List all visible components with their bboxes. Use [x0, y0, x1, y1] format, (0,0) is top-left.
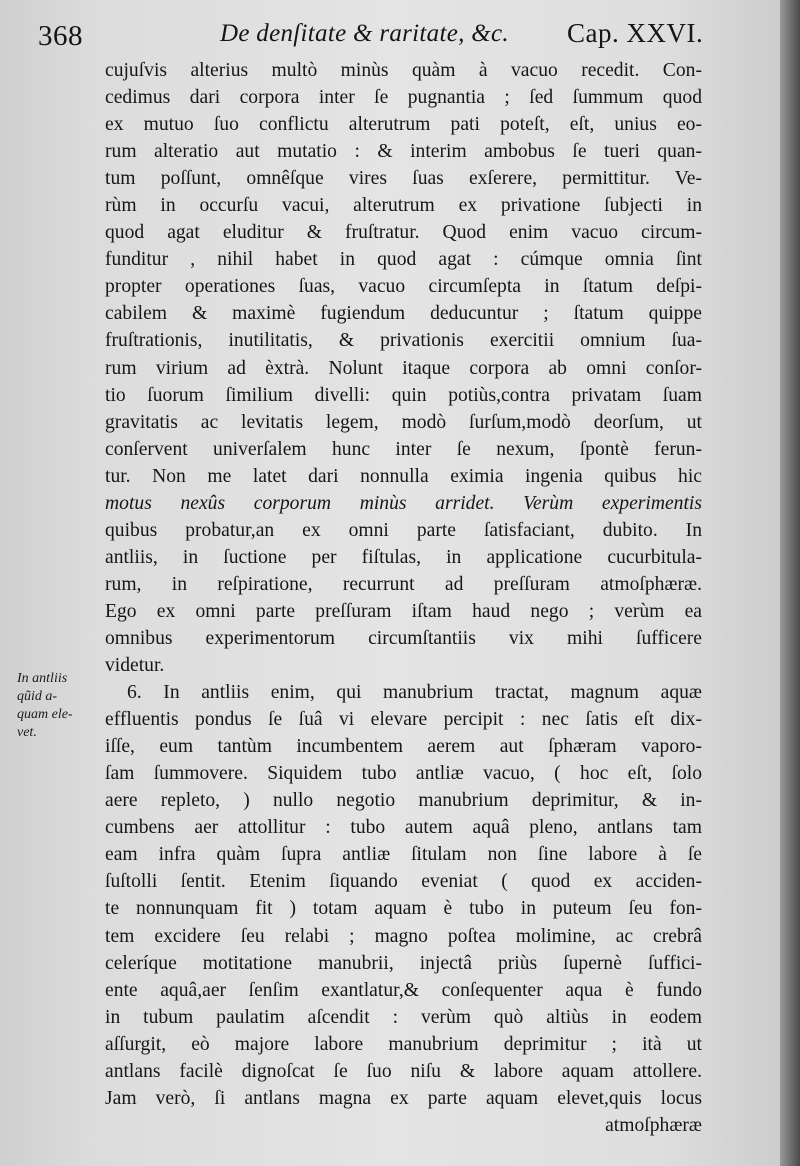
text-line: tum poſſunt, omnêſque vires ſuas exſerere, permittitur. Ve- [105, 168, 702, 190]
text-line: quibus probatur,an ex omni parte ſatisfaciant, dubito. In [105, 519, 702, 541]
text-line: ſam ſummovere. Siquidem tubo antliæ vacuo, ( hoc eſt, ſolo [105, 763, 702, 785]
text-line: iſſe, eum tantùm incumbentem aerem aut ſphæram vaporo- [105, 736, 702, 758]
running-title: De denſitate & raritate, &c. [220, 20, 509, 47]
text-line: fruſtrationis, inutilitatis, & privationis exercitii omnium ſua- [105, 330, 702, 352]
body-text [105, 57, 702, 1139]
paragraph-start-line: 6. In antliis enim, qui manubrium tractat, magnum aquæ [127, 682, 702, 704]
text-line: rum alteratio aut mutatio : & interim ambobus ſe tueri quan- [105, 141, 702, 163]
page-edge-shadow [780, 0, 800, 1166]
text-line: ex mutuo ſuo conflictu alterutrum pati poteſt, eſt, unius eo- [105, 114, 702, 136]
text-line: te nonnunquam fit ) totam aquam è tubo in puteum ſeu fon- [105, 898, 702, 920]
text-line: rum virium ad èxtrà. Nolunt itaque corpora ab omni conſor- [105, 357, 702, 379]
text-line: rum, in reſpiratione, recurrunt ad preſſuram atmoſphæræ. [105, 573, 702, 595]
text-line: aſſurgit, eò majore labore manubrium deprimitur ; ità ut [105, 1033, 702, 1055]
text-line: ſuſtolli ſentit. Etenim ſiquando eveniat ( quod ex acciden- [105, 871, 702, 893]
text-line: cumbens aer attollitur : tubo autem aquâ pleno, antlans tam [105, 817, 702, 839]
text-line: effluentis pondus ſe ſuâ vi elevare percipit : nec ſatis eſt dix- [105, 709, 702, 731]
text-line: celeríque motitatione manubrii, injectâ priùs ſupernè ſuffici- [105, 952, 702, 974]
text-line: cedimus dari corpora inter ſe pugnantia ; ſed ſummum quod [105, 87, 702, 109]
text-line: funditur , nihil habet in quod agat : cúmque omnia ſint [105, 249, 702, 271]
marginal-note-line: qũid a- [17, 689, 58, 704]
text-line: Ego ex omni parte preſſuram iſtam haud nego ; verùm ea [105, 600, 702, 622]
text-line: tem excidere ſeu relabi ; magno poſtea molimine, ac crebrâ [105, 925, 702, 947]
text-line: cujuſvis alterius multò minùs quàm à vacuo recedit. Con- [105, 60, 702, 81]
chapter-heading: Cap. XXVI. [567, 18, 704, 48]
marginal-note-line: vet. [17, 725, 37, 740]
text-line: tio ſuorum ſimilium divelli: quin potiùs,contra privatam ſuam [105, 384, 702, 406]
text-line: aere repleto, ) nullo negotio manubrium deprimitur, & in- [105, 790, 702, 812]
text-line: videtur. [105, 655, 165, 677]
text-line: antlans facilè dignoſcat ſe ſuo niſu & labore aquam attollere. [105, 1060, 702, 1082]
text-line: Jam verò, ſi antlans magna ex parte aquam elevet,quis locus [105, 1087, 702, 1109]
text-line: eam infra quàm ſupra antliæ ſitulam non ſine labore à ſe [105, 844, 702, 866]
text-line: omnibus experimentorum circumſtantiis vix mihi ſufficere [105, 627, 702, 649]
page-number: 368 [38, 20, 83, 52]
text-line: conſervent univerſalem hunc inter ſe nexum, ſpontè ferun- [105, 438, 702, 460]
text-line: rùm in occurſu vacui, alterutrum ex privatione ſubjecti in [105, 195, 702, 217]
text-line: in tubum paulatim aſcendit : verùm quò altiùs in eodem [105, 1006, 702, 1028]
text-line: cabilem & maximè fugiendum deducuntur ; ſtatum quippe [105, 303, 702, 325]
text-line: tur. Non me latet dari nonnulla eximia ingenia quibus hic [105, 465, 702, 487]
marginal-note-line: quam ele- [17, 707, 73, 722]
catchword: atmoſphæræ [605, 1114, 702, 1136]
text-line: gravitatis ac levitatis legem, modò ſurſum,modò deorſum, ut [105, 411, 702, 433]
text-line: quod agat eluditur & fruſtratur. Quod enim vacuo circum- [105, 222, 702, 244]
marginal-note [17, 670, 97, 742]
text-line-italic: motus nexûs corporum minùs arridet. Verùm experimentis [105, 492, 702, 514]
marginal-note-line: In antliis [17, 671, 68, 686]
text-line: propter operationes ſuas, vacuo circumſepta in ſtatum deſpi- [105, 276, 702, 298]
page-header [30, 14, 710, 54]
text-line: ente aquâ,aer ſenſim exantlatur,& conſequenter aqua è fundo [105, 979, 702, 1001]
text-line: antliis, in ſuctione per fiſtulas, in applicatione cucurbitula- [105, 546, 702, 568]
